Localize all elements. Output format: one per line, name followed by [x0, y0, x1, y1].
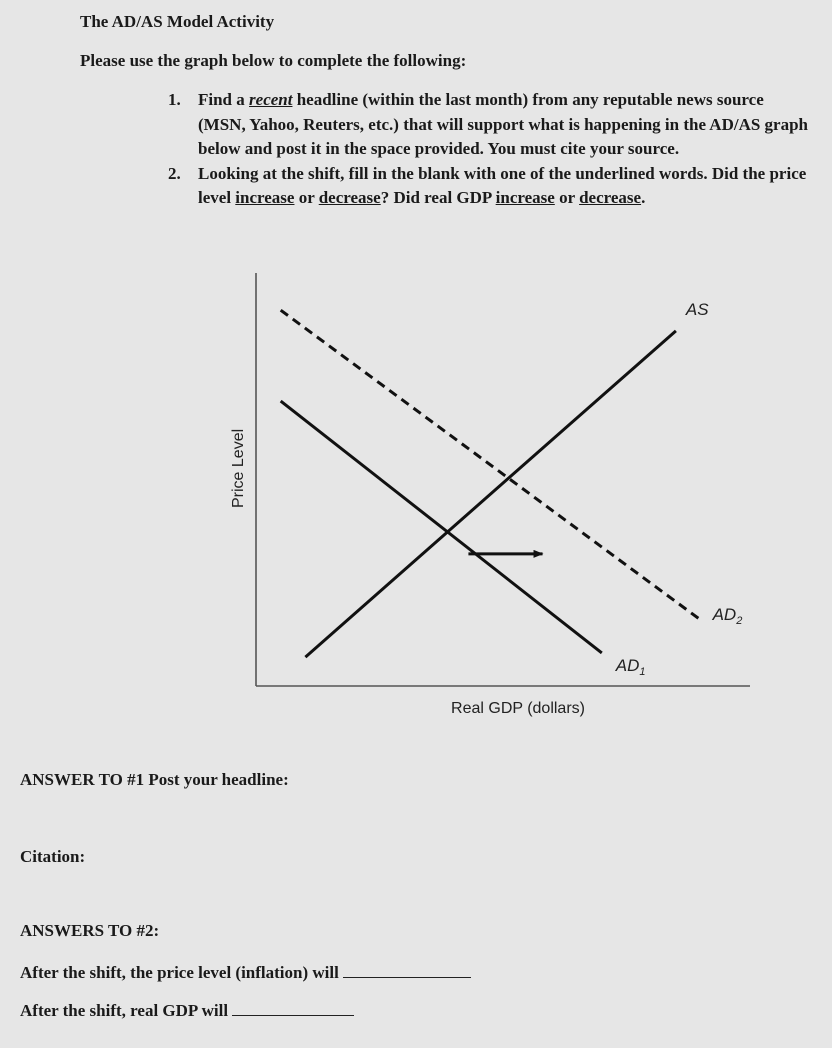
label-as: AS [685, 299, 709, 319]
y-axis-label: Price Level [230, 428, 247, 508]
series-layer [281, 300, 743, 678]
task-text: ? Did real GDP [380, 188, 496, 207]
task-text: or [294, 188, 319, 207]
answers2-label: ANSWERS TO #2: [20, 921, 160, 940]
price-level-question [20, 959, 471, 983]
price-level-answer-blank[interactable] [343, 959, 471, 978]
curve-ad2 [281, 310, 701, 620]
citation-label: Citation: [20, 847, 86, 866]
instructions: Please use the graph below to complete the following: [80, 51, 467, 70]
underlined-word: increase [495, 188, 555, 207]
task-text: headline (within the last month) from any reputable news source (MSN, Yahoo, Reuters, etc.) that will support what is happening in the AD/AS graph below and post it in the space provided. You must cite your source. [198, 90, 809, 158]
task-text: Find a [198, 90, 250, 109]
task-text: . [641, 188, 646, 207]
real-gdp-answer-blank[interactable] [232, 997, 354, 1016]
real-gdp-question-text: After the shift, real GDP will [20, 1001, 229, 1020]
answer1-label: ANSWER TO #1 Post your headline: [20, 770, 289, 789]
task-number: 1. [168, 90, 181, 109]
price-level-question-text: After the shift, the price level (inflation) will [20, 963, 339, 982]
document-title: The AD/AS Model Activity [80, 12, 275, 31]
x-axis-label: Real GDP (dollars) [451, 700, 585, 717]
task-number: 2. [168, 163, 181, 183]
recent-word: recent [249, 90, 293, 109]
label-ad2: $AD_2$ [712, 604, 743, 627]
curve-as [305, 331, 676, 657]
task-text: Looking at the shift, fill in the blank with one of the underlined words. Did the price level [198, 163, 807, 207]
real-gdp-question [20, 997, 354, 1021]
task-text: or [554, 188, 580, 207]
underlined-word: increase [235, 188, 295, 207]
label-ad1: $AD_1$ [615, 655, 646, 678]
underlined-word: decrease [579, 188, 642, 207]
underlined-word: decrease [318, 188, 381, 207]
